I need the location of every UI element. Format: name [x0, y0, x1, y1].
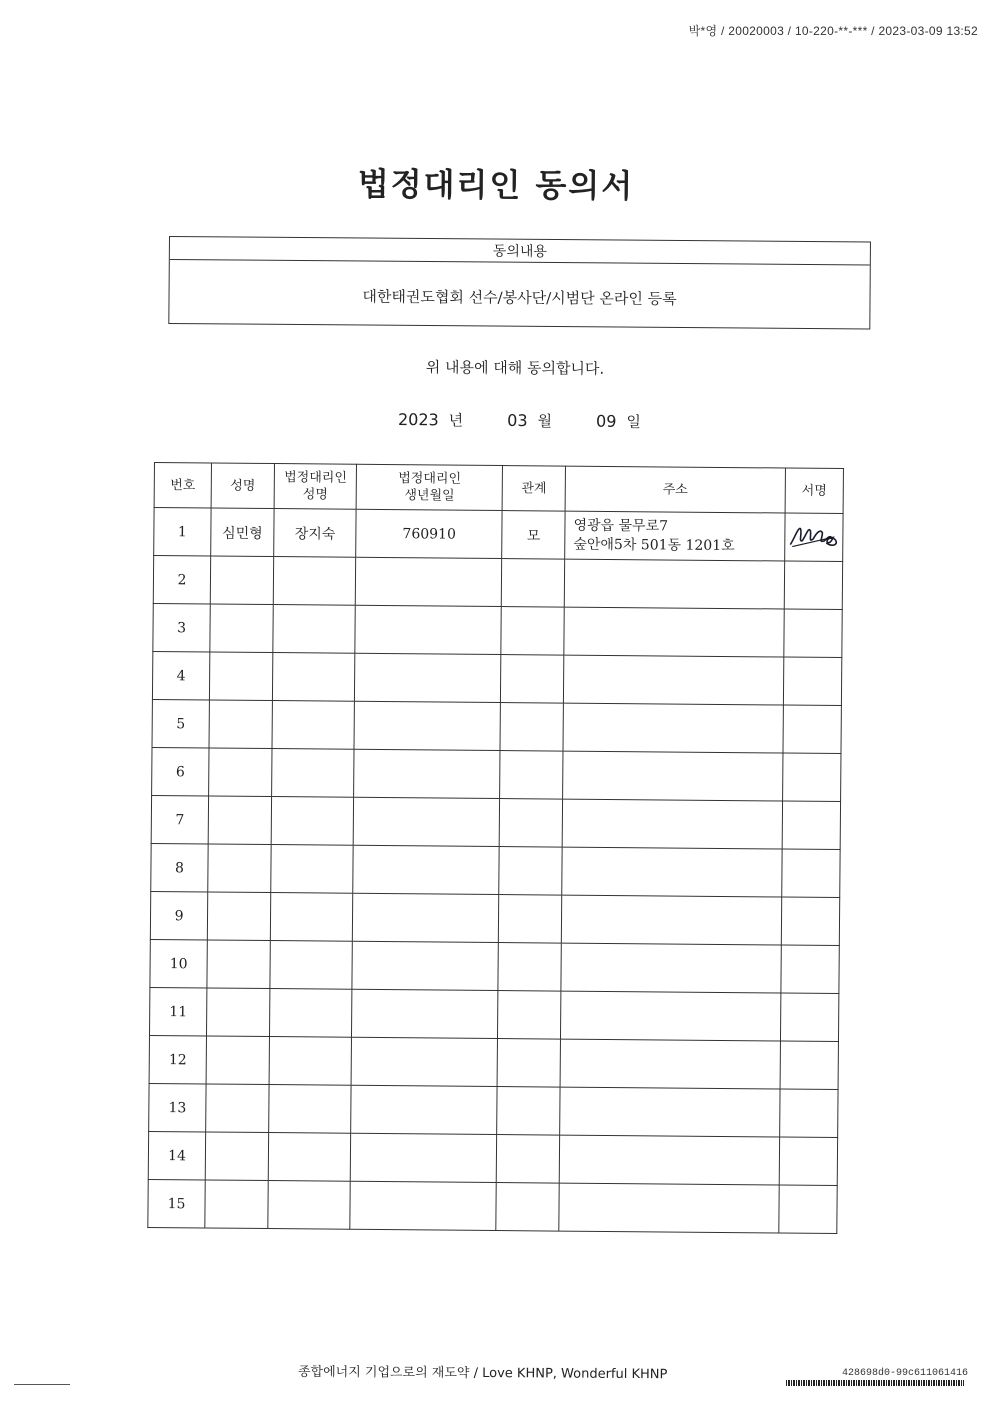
- cell-birth: 760910: [356, 509, 502, 558]
- barcode: [786, 1380, 964, 1386]
- address-line2: 숲안애5차 501동 1201호: [573, 536, 735, 554]
- consent-box: [168, 236, 871, 330]
- address-line1: 영광읍 물무로7: [573, 517, 669, 534]
- table-row: [151, 795, 840, 849]
- table-row: [149, 1083, 838, 1137]
- table-row: [148, 1131, 837, 1185]
- table-row: [152, 699, 841, 753]
- date-day-unit: 일: [626, 412, 642, 432]
- table-row: [152, 747, 841, 801]
- footer-slogan: 종합에너지 기업으로의 재도약 / Love KHNP, Wonderful KHNP: [297, 1364, 668, 1383]
- table-row: [154, 508, 843, 562]
- table-row: [150, 939, 839, 993]
- table-row: [148, 1179, 837, 1233]
- cell-name: 심민형: [211, 508, 274, 557]
- table-header-row: [154, 463, 843, 514]
- document-meta: 박*영 / 20020003 / 10-220-**-*** / 2023-03-09 13:52: [688, 24, 978, 38]
- cell-relation: 모: [502, 511, 565, 560]
- cell-no: 1: [154, 508, 212, 556]
- header-signature: 서명: [785, 468, 843, 514]
- signature-image: [787, 520, 841, 550]
- table-row: [153, 556, 842, 610]
- cell-address: [565, 511, 785, 561]
- cell-no: 7: [151, 795, 209, 843]
- header-guardian-birth-line2: 생년월일: [404, 488, 455, 504]
- page-title: 법정대리인 동의서: [357, 165, 635, 205]
- cell-no: 11: [149, 987, 207, 1035]
- header-address: 주소: [565, 466, 785, 513]
- header-guardian-birth: [356, 464, 502, 510]
- date-day: 09: [595, 411, 617, 431]
- table-row: [152, 651, 841, 705]
- cell-no: 15: [148, 1179, 206, 1227]
- date-line: [398, 409, 641, 432]
- table-row: [153, 603, 842, 657]
- consent-body: 대한태권도협회 선수/봉사단/시범단 온라인 등록: [362, 287, 677, 308]
- header-guardian-name-line2: 성명: [302, 487, 329, 503]
- cell-no: 4: [152, 651, 210, 699]
- cell-signature: [785, 513, 843, 562]
- date-month: 03: [507, 410, 528, 431]
- header-guardian-name: [274, 464, 357, 510]
- cell-no: 12: [149, 1035, 207, 1083]
- table-row: [149, 1035, 838, 1089]
- cell-no: 5: [152, 699, 210, 747]
- cell-no: 13: [149, 1083, 207, 1131]
- cell-no: 6: [152, 747, 210, 795]
- cell-no: 14: [148, 1131, 206, 1179]
- table-row: [151, 843, 840, 897]
- consent-heading: 동의내용: [170, 237, 870, 265]
- cell-no: 3: [153, 603, 211, 651]
- header-relation: 관계: [502, 466, 565, 512]
- date-year-unit: 년: [448, 411, 464, 430]
- table-row: [149, 987, 838, 1041]
- cell-no: 10: [150, 939, 208, 987]
- cell-no: 2: [153, 556, 211, 604]
- date-year: 2023: [397, 409, 439, 430]
- header-guardian-birth-line1: 법정대리인: [398, 471, 462, 487]
- cell-no: 8: [151, 843, 209, 891]
- header-name: 성명: [211, 463, 274, 509]
- table-row: [150, 891, 839, 945]
- date-month-unit: 월: [537, 412, 553, 431]
- guardian-table: [147, 462, 844, 1234]
- header-guardian-name-line1: 법정대리인: [284, 470, 347, 486]
- footer-document-code: 428698d0-99c611061416: [842, 1368, 969, 1379]
- footer-divider: [14, 1384, 70, 1385]
- agreement-statement: 위 내용에 대해 동의합니다.: [425, 358, 605, 378]
- cell-guardian: 장지숙: [274, 509, 357, 558]
- cell-no: 9: [150, 891, 208, 939]
- header-no: 번호: [154, 463, 211, 508]
